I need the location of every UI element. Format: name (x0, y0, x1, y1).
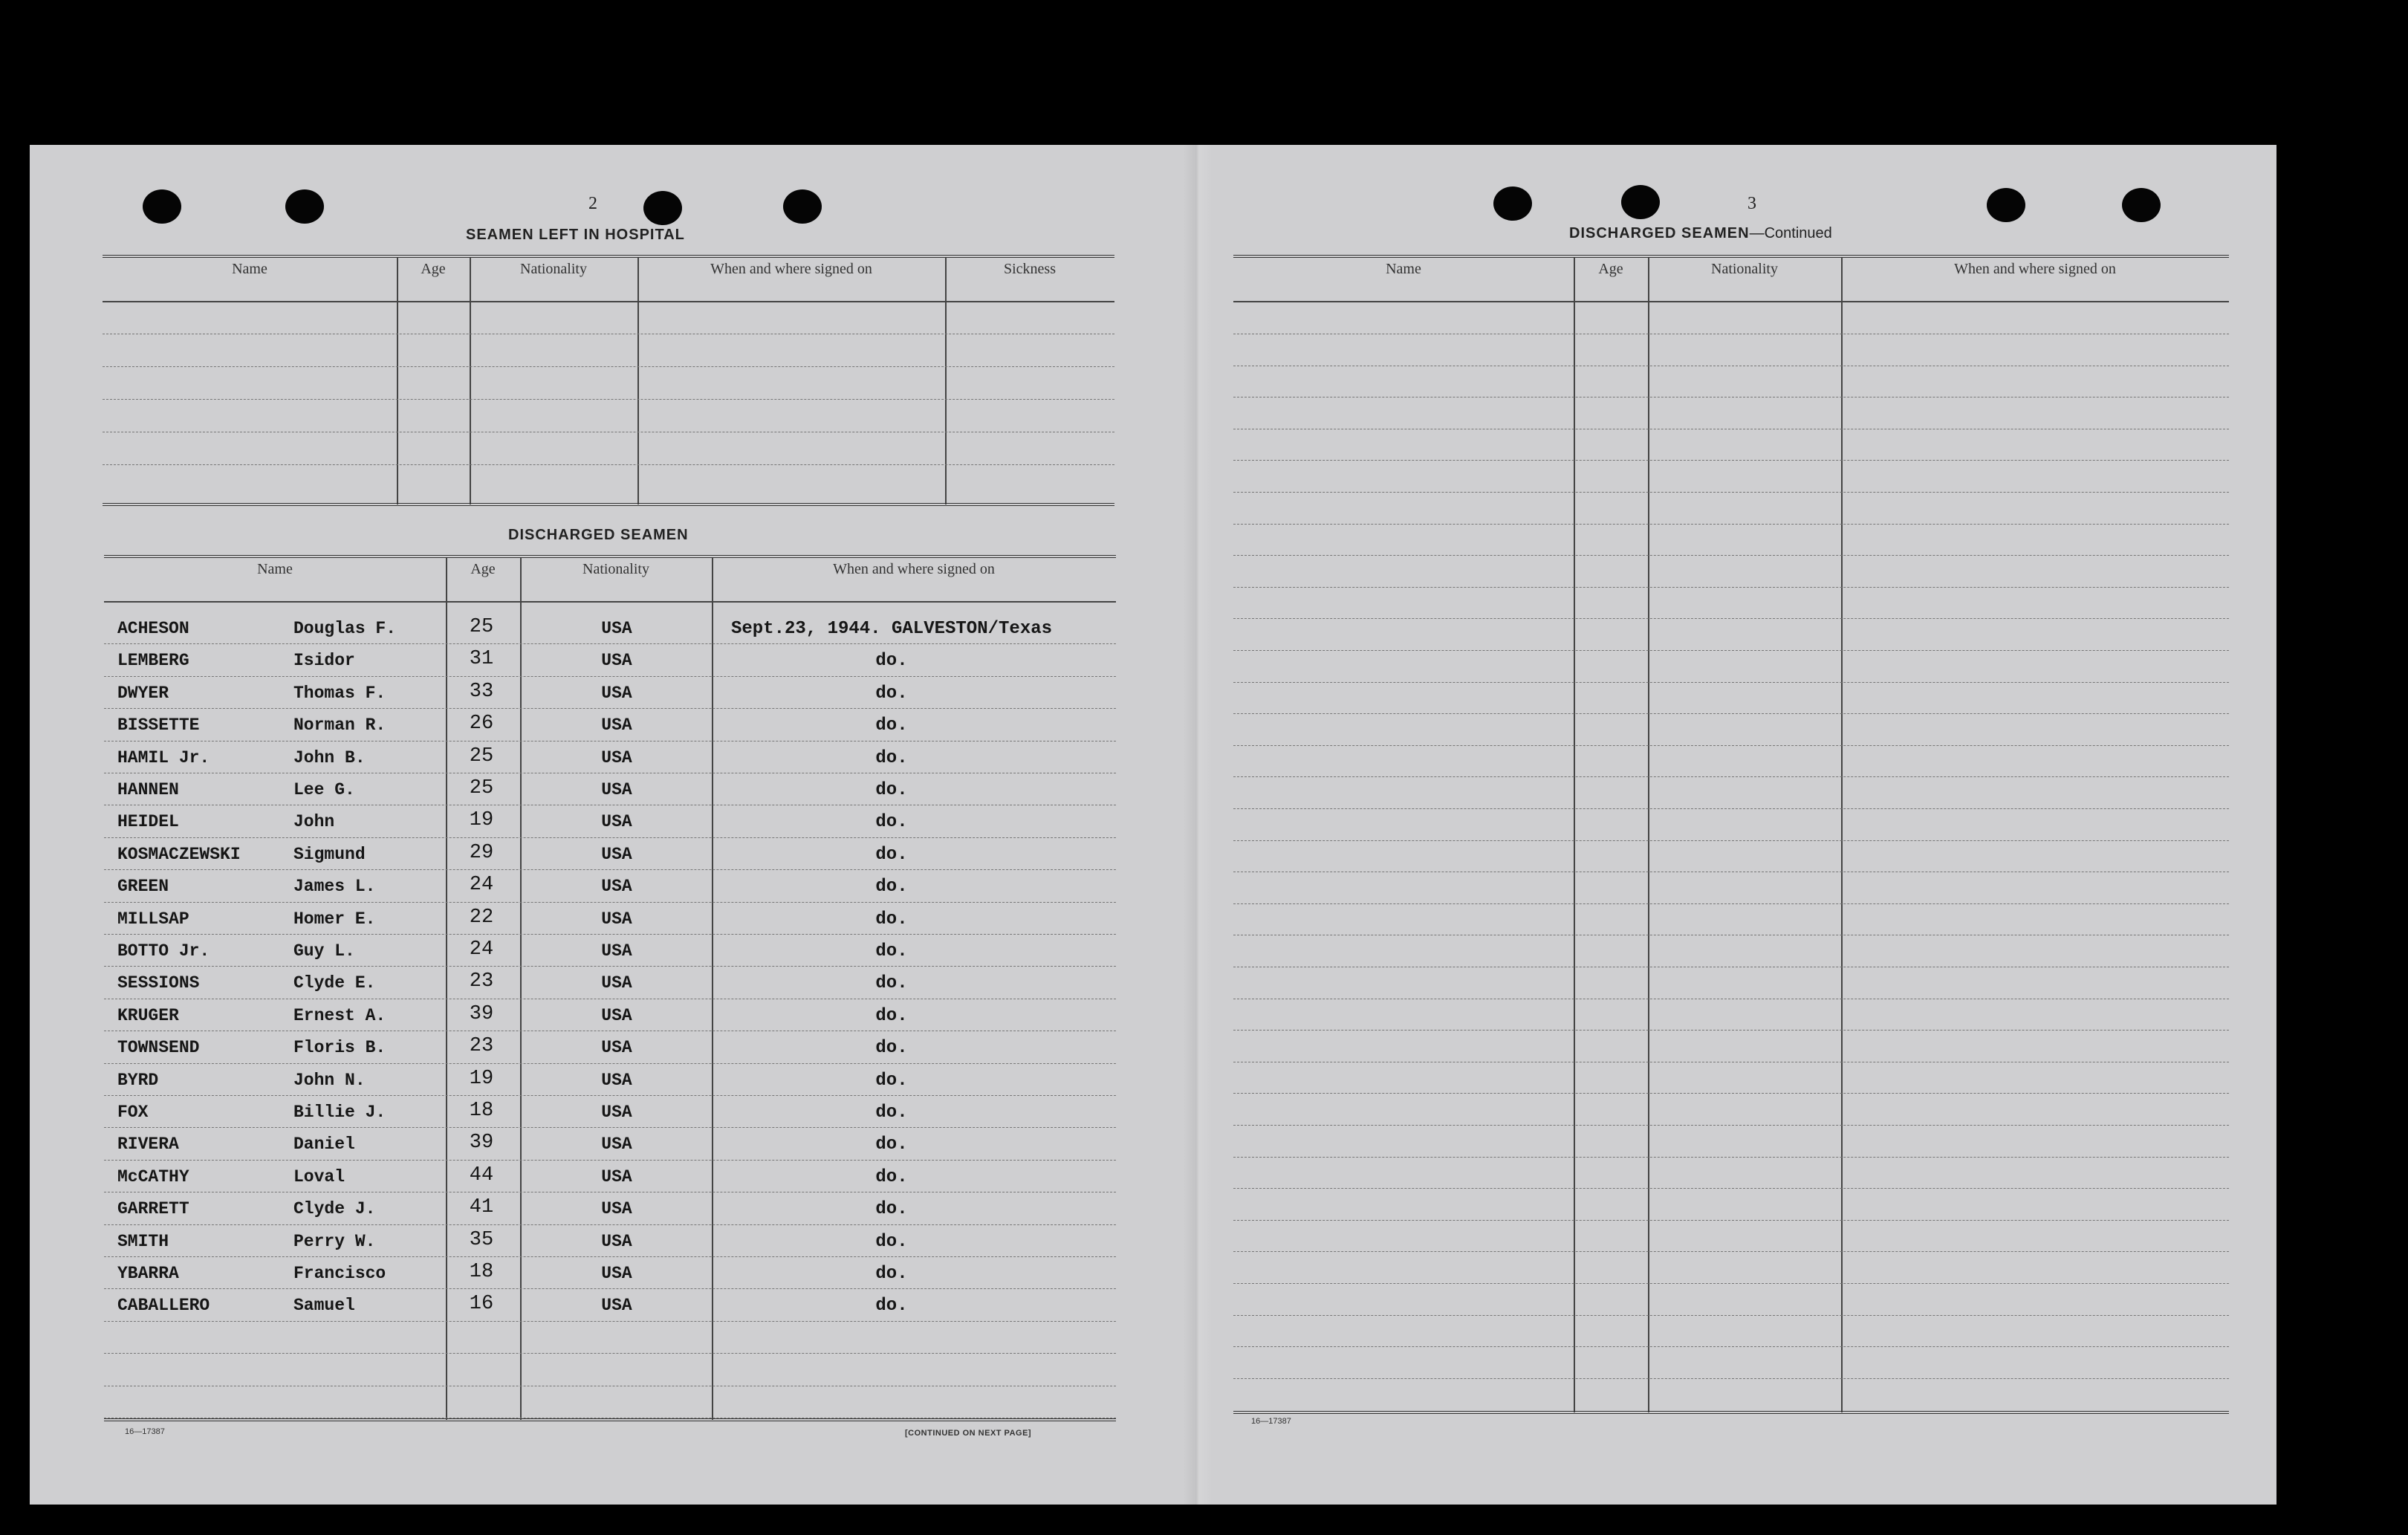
table-bottom-rule (104, 1418, 1116, 1421)
seaman-nationality: USA (601, 1070, 632, 1090)
discharged-section-title: DISCHARGED SEAMEN (508, 527, 689, 543)
seaman-age: 19 (469, 1067, 494, 1090)
row-rule (104, 869, 1116, 870)
row-rule (104, 1127, 1116, 1128)
seaman-given-name: Norman R. (293, 715, 386, 736)
table-row (104, 1290, 1116, 1322)
row-rule (1233, 1093, 2229, 1094)
seaman-surname: TOWNSEND (117, 1038, 200, 1058)
page-number: 2 (588, 194, 597, 213)
row-rule (104, 676, 1116, 677)
seaman-given-name: Billie J. (293, 1103, 386, 1122)
row-rule (1233, 618, 2229, 619)
hospital-section-title: SEAMEN LEFT IN HOSPITAL (466, 227, 685, 243)
seaman-nationality: USA (601, 1103, 632, 1122)
seaman-given-name: Guy L. (293, 941, 355, 961)
seaman-age: 35 (469, 1228, 494, 1251)
seaman-nationality: USA (601, 747, 632, 768)
column-header-sickness: Sickness (1004, 261, 1056, 277)
column-header-signed-on: When and where signed on (1954, 261, 2116, 277)
seaman-nationality: USA (601, 1135, 632, 1155)
seaman-given-name: Homer E. (293, 909, 376, 929)
row-rule (104, 708, 1116, 709)
seaman-nationality: USA (601, 1199, 632, 1219)
seaman-age: 22 (469, 906, 494, 929)
row-rule (104, 1288, 1116, 1289)
seaman-nationality: USA (601, 973, 632, 993)
seaman-given-name: Isidor (293, 651, 355, 671)
row-rule (1233, 524, 2229, 525)
column-header-nationality: Nationality (582, 561, 649, 577)
seaman-signed-on: do. (875, 973, 908, 994)
seaman-surname: DWYER (117, 683, 169, 703)
seaman-surname: HANNEN (117, 780, 179, 799)
column-header-nationality: Nationality (520, 261, 587, 277)
seaman-signed-on: do. (875, 1070, 908, 1091)
table-row (104, 1226, 1116, 1258)
table-bottom-rule (103, 503, 1114, 506)
row-rule (104, 902, 1116, 903)
seaman-signed-on: do. (875, 1264, 908, 1284)
seaman-signed-on: do. (875, 1103, 908, 1123)
seaman-age: 19 (469, 809, 494, 832)
row-rule (1233, 1251, 2229, 1252)
seaman-signed-on: do. (875, 683, 908, 704)
row-rule (104, 1353, 1116, 1354)
table-row (104, 806, 1116, 838)
seaman-nationality: USA (601, 909, 632, 929)
column-divider (945, 258, 947, 504)
seaman-nationality: USA (601, 619, 632, 638)
row-rule (1233, 1157, 2229, 1158)
seaman-nationality: USA (601, 1166, 632, 1187)
row-rule (1233, 1283, 2229, 1284)
column-header-name: Name (1386, 261, 1421, 277)
row-rule (1233, 492, 2229, 493)
column-divider (1841, 258, 1843, 1412)
seaman-signed-on: Sept.23, 1944. GALVESTON/Texas (730, 619, 1053, 639)
table-row (104, 839, 1116, 871)
row-rule (1233, 1125, 2229, 1126)
seaman-surname: FOX (117, 1103, 149, 1122)
seaman-surname: SMITH (117, 1231, 169, 1251)
seaman-signed-on: do. (875, 747, 908, 768)
seaman-signed-on: do. (875, 812, 908, 833)
row-rule (104, 1256, 1116, 1257)
row-rule (1233, 1030, 2229, 1031)
column-header-signed-on: When and where signed on (833, 561, 995, 577)
seaman-age: 25 (469, 777, 494, 799)
seaman-signed-on: do. (875, 780, 908, 800)
seaman-surname: McCATHY (117, 1166, 189, 1187)
row-rule (103, 366, 1114, 367)
seaman-surname: BISSETTE (117, 715, 200, 736)
seaman-nationality: USA (601, 1296, 632, 1316)
page-fold (1183, 145, 1213, 1505)
row-rule (104, 934, 1116, 935)
continued-table-header (1233, 258, 2229, 302)
right-page (1213, 145, 2276, 1505)
row-rule (1233, 460, 2229, 461)
row-rule (103, 399, 1114, 400)
seaman-signed-on: do. (875, 844, 908, 865)
seaman-age: 23 (469, 970, 494, 993)
table-row (104, 710, 1116, 741)
row-rule (1233, 903, 2229, 904)
seaman-given-name: Douglas F. (293, 619, 397, 638)
seaman-nationality: USA (601, 651, 632, 671)
table-row (104, 1258, 1116, 1290)
column-divider (470, 258, 471, 504)
seaman-given-name: Daniel (293, 1135, 355, 1155)
seaman-given-name: John B. (293, 747, 366, 768)
seaman-surname: GARRETT (117, 1199, 189, 1219)
seaman-nationality: USA (601, 844, 632, 864)
column-divider (1574, 258, 1575, 1412)
table-row (104, 1193, 1116, 1225)
seaman-surname: RIVERA (117, 1135, 179, 1155)
seaman-nationality: USA (601, 1038, 632, 1058)
row-rule (1233, 682, 2229, 683)
row-rule (1233, 1188, 2229, 1189)
seaman-signed-on: do. (875, 1199, 908, 1220)
seaman-given-name: Lee G. (293, 780, 355, 799)
hospital-table (103, 255, 1114, 507)
seaman-given-name: Clyde J. (293, 1199, 376, 1219)
seaman-surname: HEIDEL (117, 812, 179, 832)
row-rule (104, 1224, 1116, 1225)
seaman-surname: BOTTO Jr. (117, 941, 210, 961)
seaman-given-name: Floris B. (293, 1038, 386, 1058)
seaman-nationality: USA (601, 780, 632, 799)
discharged-table-header (104, 558, 1116, 603)
table-row (104, 613, 1116, 645)
seaman-signed-on: do. (875, 715, 908, 736)
seaman-signed-on: do. (875, 1038, 908, 1059)
table-row (104, 935, 1116, 967)
document-sheet (30, 145, 2276, 1505)
form-number: 16—17387 (125, 1427, 165, 1436)
seaman-given-name: Ernest A. (293, 1005, 386, 1025)
seaman-given-name: Samuel (293, 1296, 355, 1316)
table-row (104, 678, 1116, 710)
seaman-signed-on: do. (875, 941, 908, 961)
seaman-signed-on: do. (875, 1296, 908, 1317)
seaman-age: 16 (469, 1293, 494, 1316)
row-rule (1233, 840, 2229, 841)
seaman-signed-on: do. (875, 877, 908, 898)
row-rule (104, 1160, 1116, 1161)
row-rule (104, 966, 1116, 967)
table-row (104, 1032, 1116, 1064)
left-page (30, 145, 1183, 1505)
row-rule (1233, 808, 2229, 809)
row-rule (1233, 713, 2229, 714)
seaman-age: 31 (469, 648, 494, 671)
seaman-signed-on: do. (875, 1231, 908, 1252)
title-suffix: —Continued (1749, 225, 1832, 241)
seaman-given-name: John N. (293, 1070, 366, 1090)
row-rule (1233, 776, 2229, 777)
seaman-surname: KOSMACZEWSKI (117, 844, 241, 864)
row-rule (1233, 1315, 2229, 1316)
seaman-surname: HAMIL Jr. (117, 747, 210, 768)
seaman-signed-on: do. (875, 1166, 908, 1187)
table-row (104, 645, 1116, 677)
seaman-nationality: USA (601, 1264, 632, 1283)
row-rule (104, 643, 1116, 644)
seaman-age: 39 (469, 1002, 494, 1025)
table-row (104, 1097, 1116, 1129)
column-header-age: Age (421, 261, 446, 277)
column-header-name: Name (232, 261, 267, 277)
seaman-signed-on: do. (875, 1135, 908, 1155)
row-rule (1233, 1346, 2229, 1347)
table-bottom-rule (1233, 1411, 2229, 1414)
seaman-given-name: Sigmund (293, 844, 366, 864)
seaman-age: 23 (469, 1035, 494, 1058)
seaman-age: 24 (469, 938, 494, 961)
page-number: 3 (1747, 194, 1756, 213)
seaman-nationality: USA (601, 812, 632, 832)
seaman-surname: YBARRA (117, 1264, 179, 1283)
row-rule (1233, 650, 2229, 651)
table-row (104, 871, 1116, 903)
column-header-signed-on: When and where signed on (710, 261, 872, 277)
seaman-age: 25 (469, 616, 494, 638)
table-row (104, 742, 1116, 774)
seaman-given-name: Francisco (293, 1264, 386, 1283)
row-rule (1233, 555, 2229, 556)
seaman-surname: BYRD (117, 1070, 159, 1090)
seaman-age: 26 (469, 713, 494, 736)
seaman-given-name: Loval (293, 1166, 345, 1187)
seaman-surname: KRUGER (117, 1005, 179, 1025)
seaman-surname: SESSIONS (117, 973, 200, 993)
seaman-signed-on: do. (875, 651, 908, 672)
column-divider (637, 258, 639, 504)
table-row (104, 1161, 1116, 1193)
seaman-given-name: Thomas F. (293, 683, 386, 703)
seaman-signed-on: do. (875, 909, 908, 929)
seaman-age: 24 (469, 874, 494, 897)
seaman-surname: ACHESON (117, 619, 189, 638)
continued-table (1233, 255, 2229, 1415)
row-rule (1233, 1378, 2229, 1379)
row-rule (1233, 745, 2229, 746)
table-row (104, 967, 1116, 999)
row-rule (104, 1095, 1116, 1096)
seaman-given-name: John (293, 812, 335, 832)
table-row (104, 903, 1116, 935)
seaman-signed-on: do. (875, 1005, 908, 1026)
table-row (104, 1000, 1116, 1032)
form-number: 16—17387 (1251, 1417, 1291, 1426)
column-divider (397, 258, 398, 504)
seaman-nationality: USA (601, 877, 632, 897)
discharged-table (104, 555, 1116, 1421)
seaman-nationality: USA (601, 715, 632, 736)
seaman-age: 18 (469, 1261, 494, 1283)
row-rule (104, 837, 1116, 838)
seaman-nationality: USA (601, 941, 632, 961)
seaman-nationality: USA (601, 683, 632, 703)
seaman-age: 33 (469, 680, 494, 703)
column-header-age: Age (470, 561, 496, 577)
row-rule (1233, 1220, 2229, 1221)
column-header-nationality: Nationality (1711, 261, 1778, 277)
table-row (104, 1065, 1116, 1097)
seaman-age: 44 (469, 1164, 494, 1187)
hospital-table-header (103, 258, 1114, 302)
table-row (104, 1129, 1116, 1161)
column-header-age: Age (1598, 261, 1623, 277)
seaman-given-name: Perry W. (293, 1231, 376, 1251)
seaman-age: 41 (469, 1196, 494, 1219)
seaman-surname: CABALLERO (117, 1296, 210, 1316)
seaman-age: 39 (469, 1132, 494, 1155)
seaman-age: 18 (469, 1100, 494, 1122)
seaman-age: 29 (469, 841, 494, 864)
seaman-given-name: Clyde E. (293, 973, 376, 993)
continued-note: [CONTINUED ON NEXT PAGE] (905, 1429, 1032, 1438)
column-divider (1648, 258, 1649, 1412)
row-rule (103, 464, 1114, 465)
seaman-surname: MILLSAP (117, 909, 189, 929)
discharged-continued-title (1569, 225, 1832, 242)
seaman-given-name: James L. (293, 877, 376, 897)
row-rule (1233, 587, 2229, 588)
seaman-nationality: USA (601, 1005, 632, 1025)
seaman-surname: LEMBERG (117, 651, 189, 671)
row-rule (104, 1063, 1116, 1064)
column-header-name: Name (257, 561, 293, 577)
title-text: DISCHARGED SEAMEN (1569, 225, 1750, 241)
seaman-surname: GREEN (117, 877, 169, 897)
seaman-nationality: USA (601, 1231, 632, 1251)
row-rule (104, 1321, 1116, 1322)
seaman-age: 25 (469, 744, 494, 768)
table-row (104, 774, 1116, 806)
